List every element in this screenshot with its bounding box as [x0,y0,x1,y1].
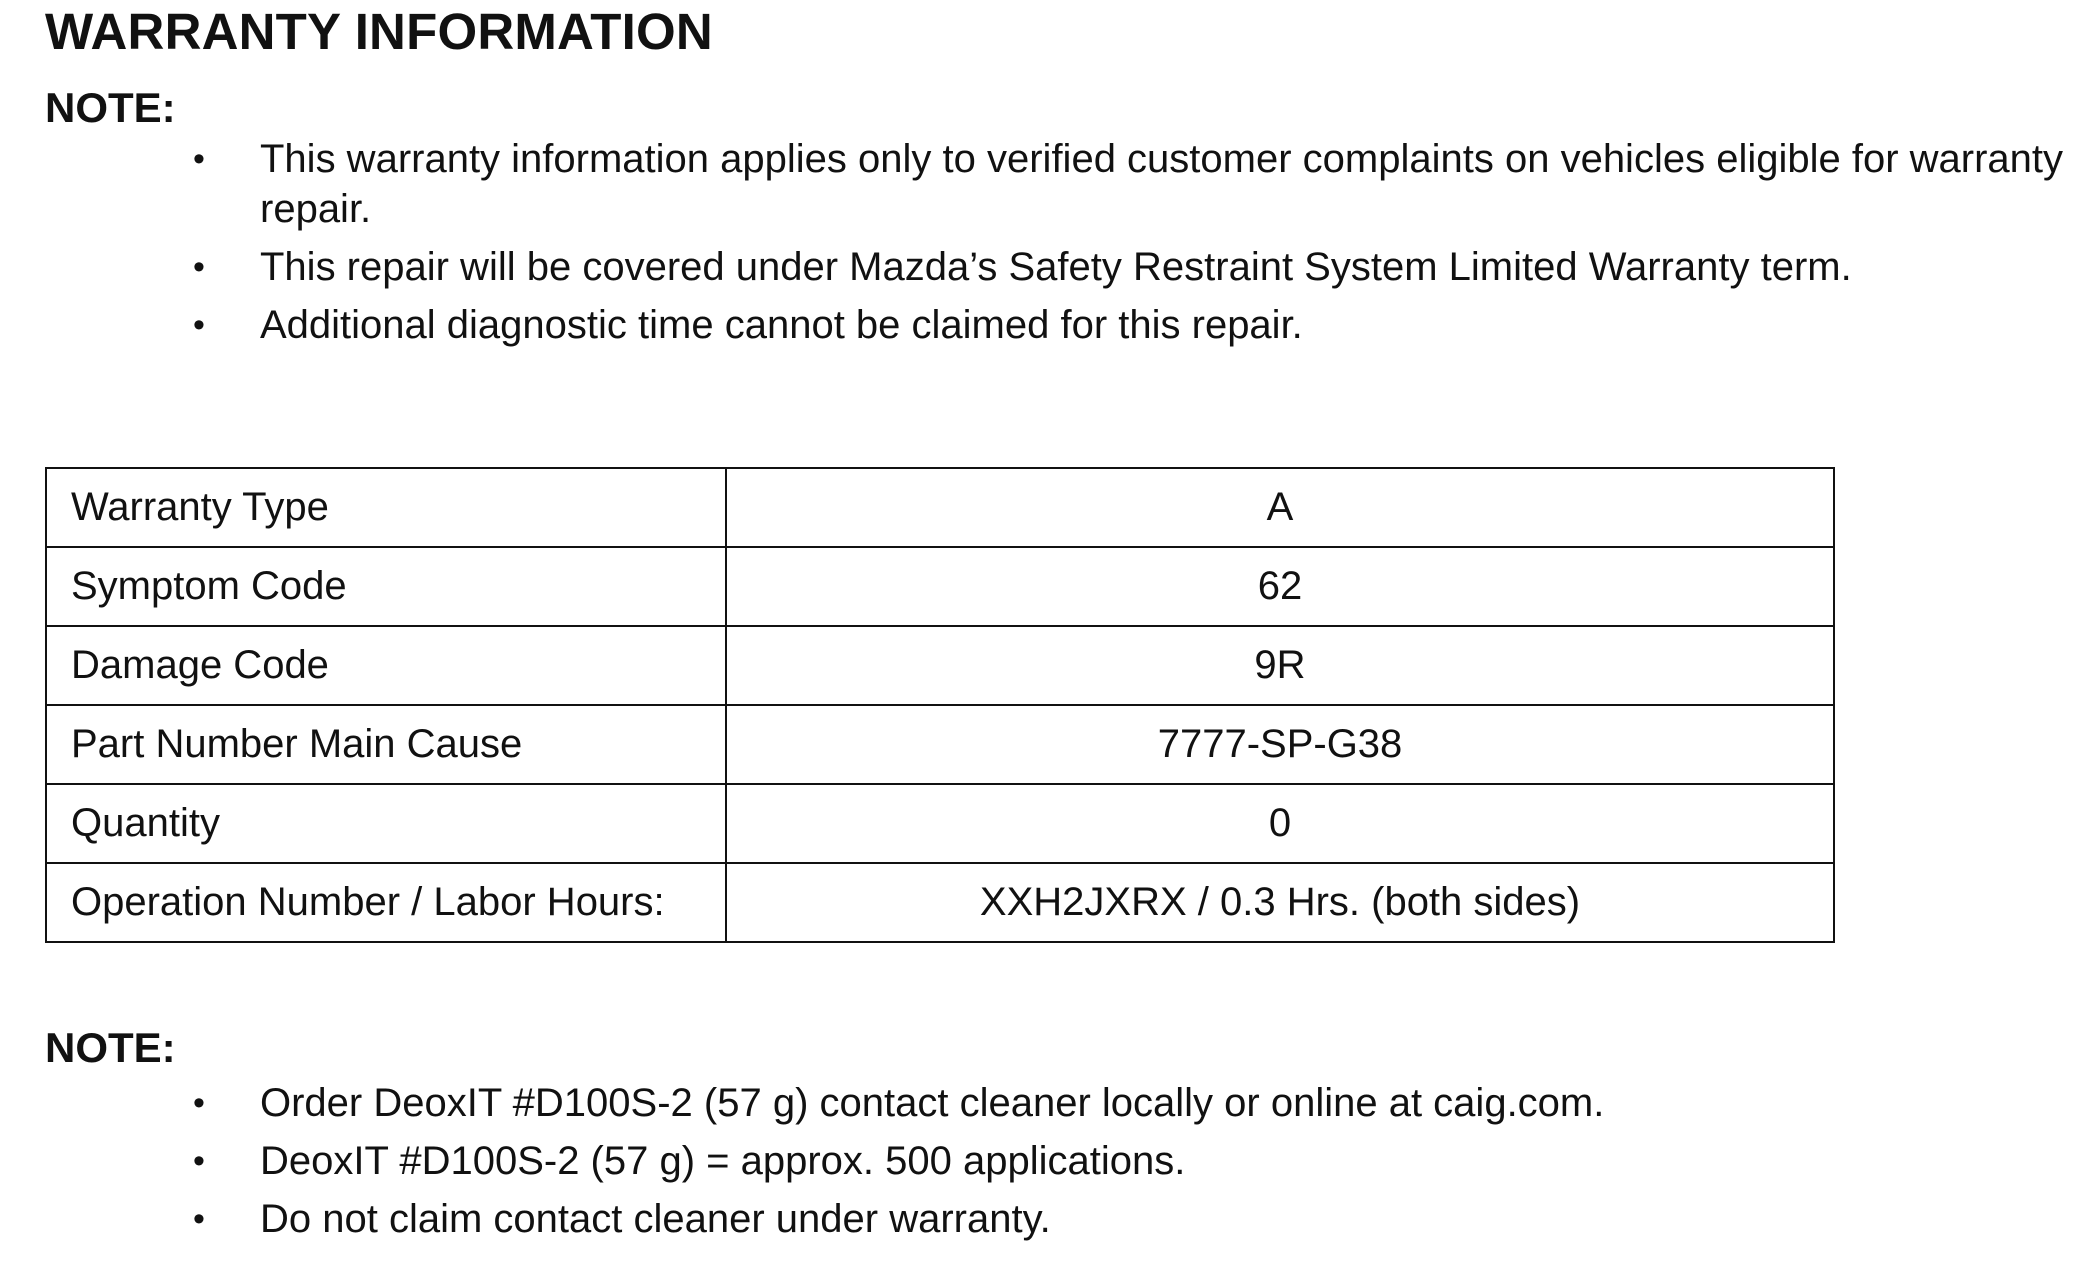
row-value: 7777-SP-G38 [726,705,1834,784]
list-item: • This repair will be covered under Mazda’s Safety Restraint System Limited Warranty term. [0,242,2093,292]
list-item: • This warranty information applies only to verified customer complaints on vehicles eligible for warranty repair. [0,134,2093,234]
note-list-bottom [0,1078,2093,1252]
page-title: WARRANTY INFORMATION [45,3,713,60]
table-row [46,468,1834,547]
row-label: Operation Number / Labor Hours: [46,863,726,942]
warranty-table [45,467,1835,943]
table-row [46,863,1834,942]
table-row [46,784,1834,863]
row-value: XXH2JXRX / 0.3 Hrs. (both sides) [726,863,1834,942]
row-value: A [726,468,1834,547]
row-label: Warranty Type [46,468,726,547]
note-label-top: NOTE: [45,84,176,131]
list-item: • Additional diagnostic time cannot be claimed for this repair. [0,300,2093,350]
list-item: • DeoxIT #D100S-2 (57 g) = approx. 500 applications. [0,1136,2093,1186]
row-label: Part Number Main Cause [46,705,726,784]
table-row [46,547,1834,626]
table-row [46,705,1834,784]
row-value: 9R [726,626,1834,705]
row-label: Quantity [46,784,726,863]
note-list-top [0,134,2093,358]
row-label: Damage Code [46,626,726,705]
note-label-bottom: NOTE: [45,1024,176,1071]
row-label: Symptom Code [46,547,726,626]
list-item: • Do not claim contact cleaner under warranty. [0,1194,2093,1244]
row-value: 0 [726,784,1834,863]
row-value: 62 [726,547,1834,626]
table-row [46,626,1834,705]
list-item: • Order DeoxIT #D100S-2 (57 g) contact cleaner locally or online at caig.com. [0,1078,2093,1128]
